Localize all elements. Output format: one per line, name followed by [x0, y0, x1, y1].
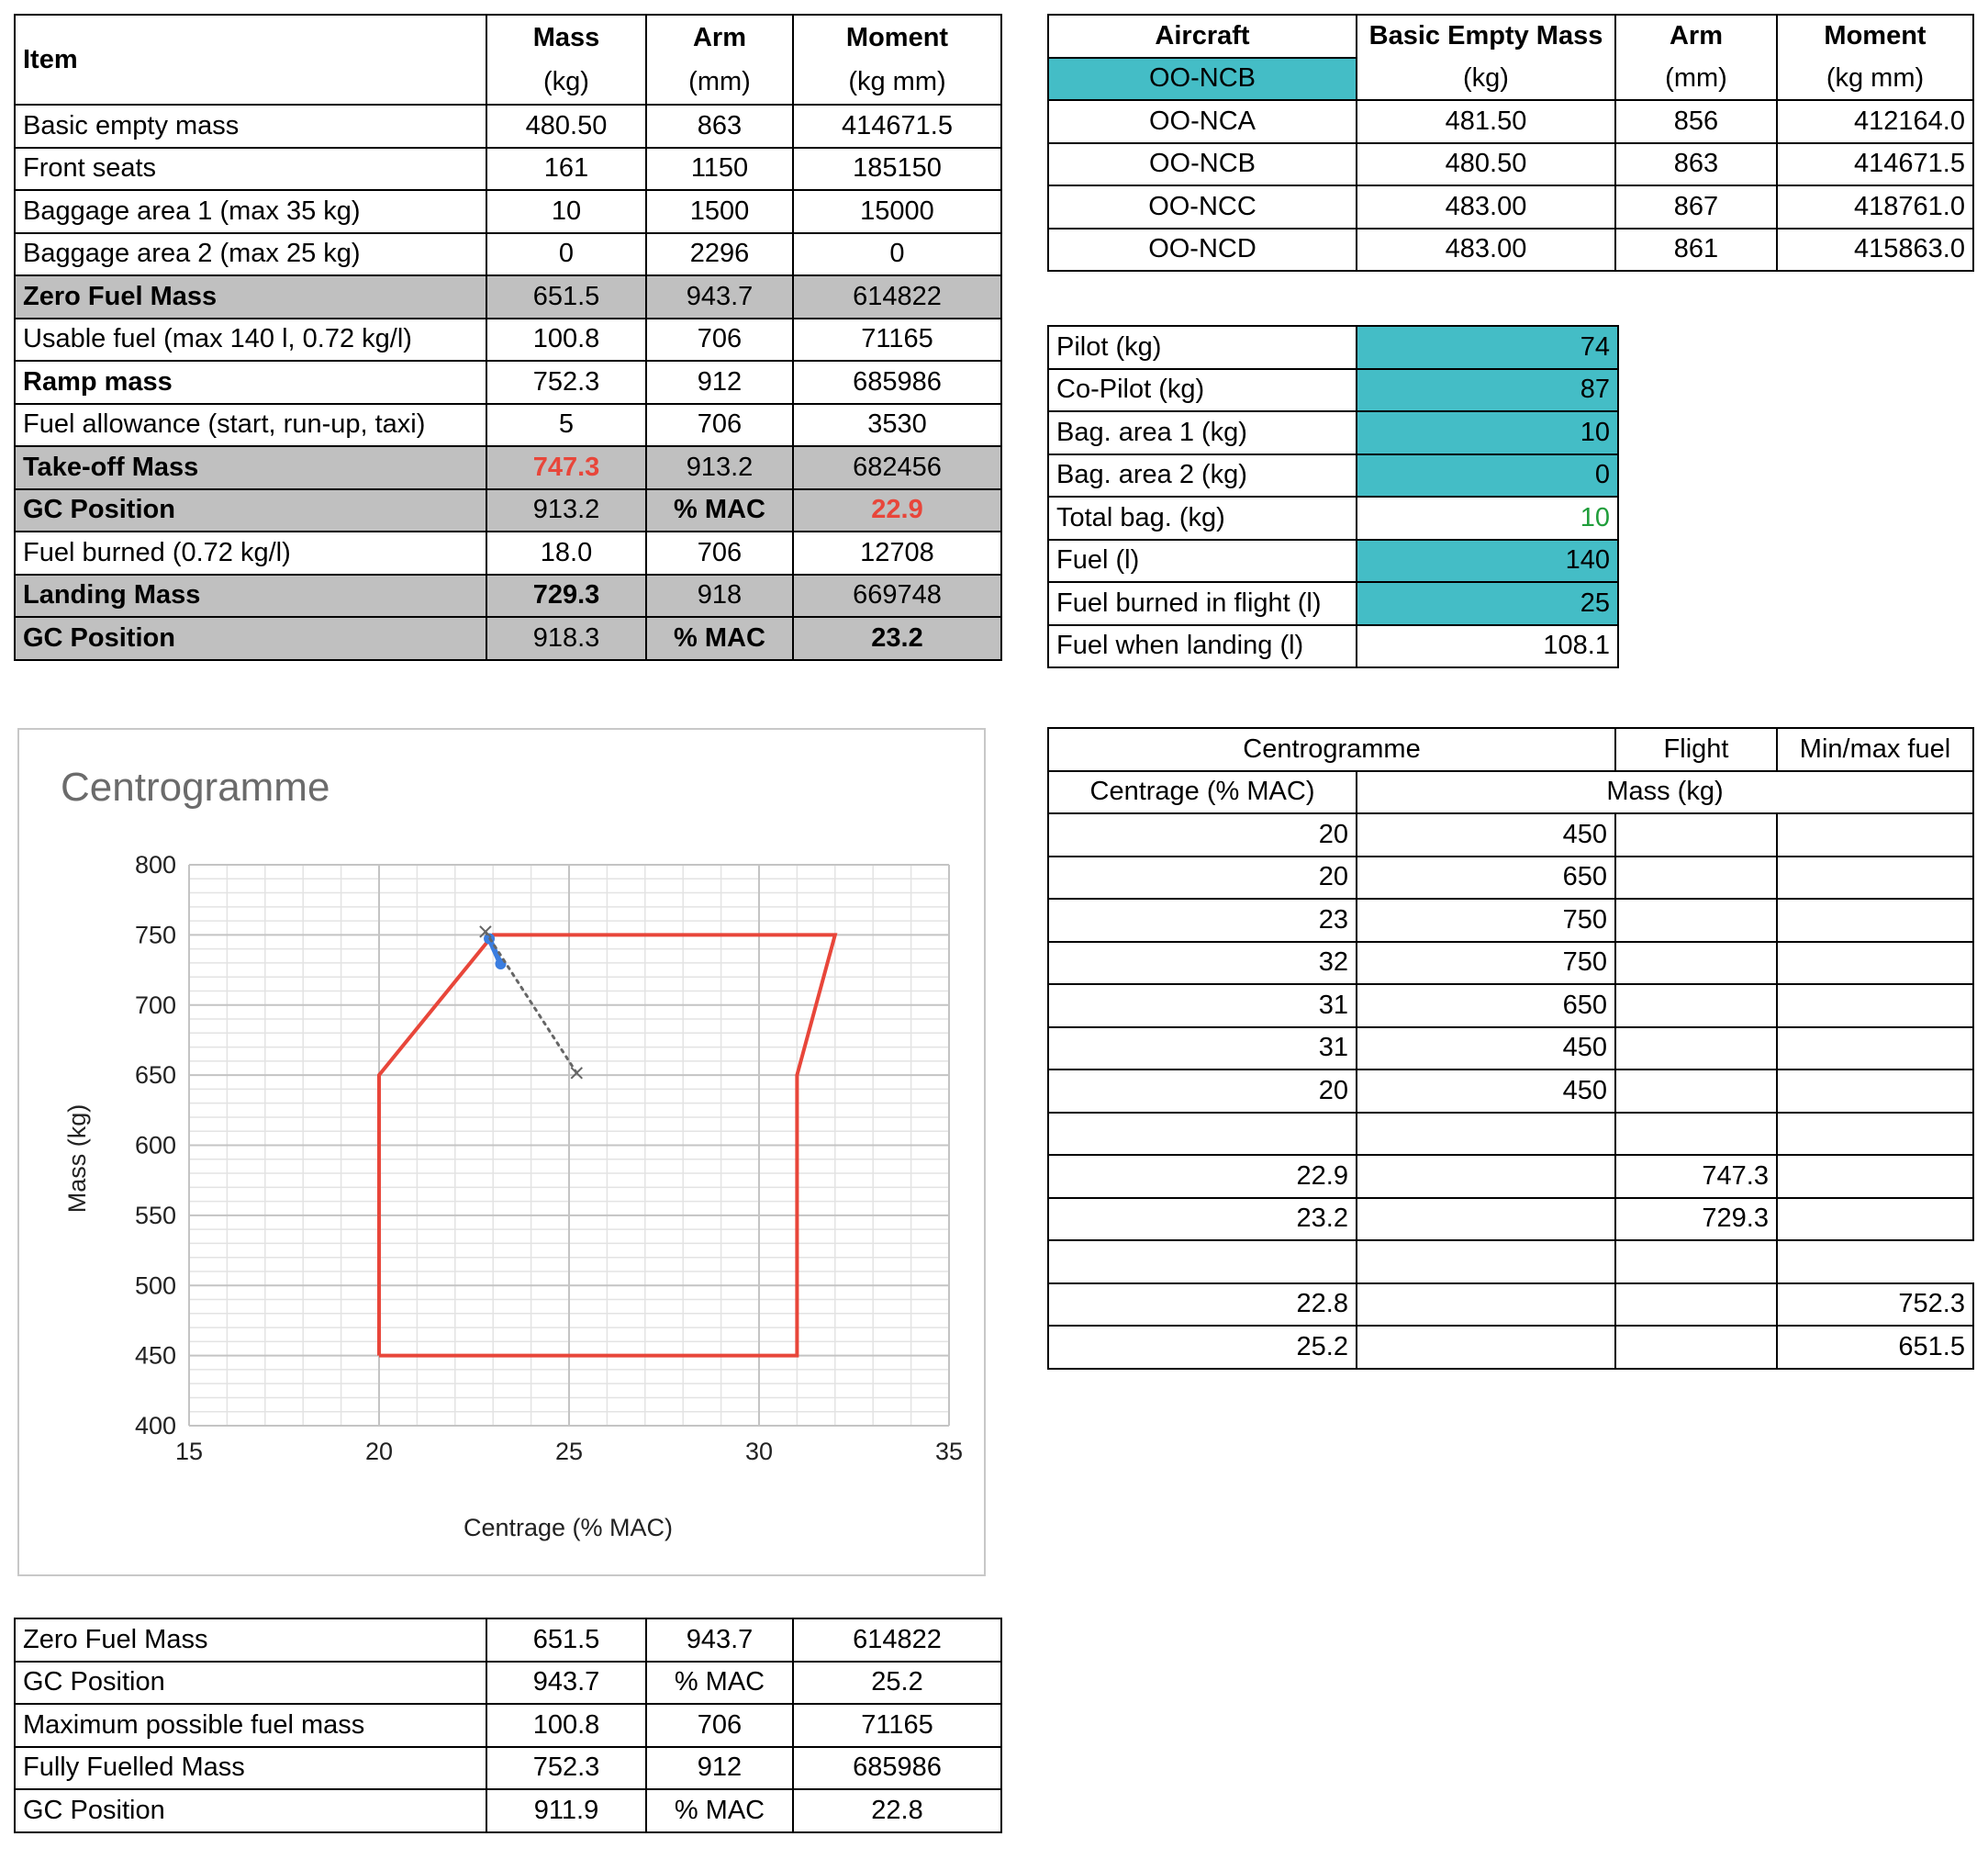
empty-cell	[1615, 1283, 1777, 1327]
cell-arm: 943.7	[646, 1618, 793, 1662]
cell-moment: 685986	[793, 1747, 1001, 1790]
cell-arm: 943.7	[646, 275, 793, 319]
total-bag-label: Total bag. (kg)	[1048, 497, 1357, 540]
envelope-row	[1048, 1069, 1973, 1113]
chart-canvas	[19, 730, 984, 1574]
x-tick-label: 35	[934, 1438, 964, 1465]
cell-moment: 614822	[793, 1618, 1001, 1662]
x-tick-label: 30	[744, 1438, 774, 1465]
cell-reg: OO-NCD	[1048, 229, 1357, 272]
cell-moment: 414671.5	[793, 105, 1001, 148]
cell-moment: 414671.5	[1777, 143, 1973, 186]
envelope-row	[1048, 984, 1973, 1027]
header-centrage: Centrage (% MAC)	[1048, 771, 1357, 814]
row-ramp-mass	[15, 361, 1001, 404]
summary-row	[15, 1704, 1001, 1747]
y-tick-label: 500	[134, 1271, 176, 1300]
centrogramme-table	[1047, 727, 1974, 1370]
y-tick-label: 450	[134, 1341, 176, 1370]
header-arm-unit: (mm)	[688, 67, 751, 96]
spacer-row	[1048, 1113, 1973, 1156]
cell-minmax-mass: 651.5	[1777, 1326, 1973, 1369]
envelope-row	[1048, 899, 1973, 942]
cell-mass: 918.3	[486, 617, 646, 660]
cell-mass: 10	[486, 190, 646, 233]
cell-arm: 2296	[646, 233, 793, 276]
cell-mass: 0	[486, 233, 646, 276]
cell-arm: 706	[646, 404, 793, 447]
cell-flight-mass: 747.3	[1615, 1155, 1777, 1198]
row-gc-position-landing	[15, 617, 1001, 660]
empty-cell	[1615, 857, 1777, 900]
cell-mass: 450	[1357, 1027, 1615, 1070]
fuel-burned-label: Fuel burned in flight (l)	[1048, 582, 1357, 625]
input-row-copilot	[1048, 369, 1618, 412]
empty-cell	[1048, 1240, 1357, 1283]
cell-item: Fuel allowance (start, run-up, taxi)	[15, 404, 486, 447]
cell-centrage: 23	[1048, 899, 1357, 942]
minmax-row	[1048, 1283, 1973, 1327]
cell-mass: 480.50	[486, 105, 646, 148]
row-fuel-allowance	[15, 404, 1001, 447]
envelope-row	[1048, 1027, 1973, 1070]
input-table	[1047, 325, 1619, 668]
empty-cell	[1777, 1155, 1973, 1198]
cell-item: Usable fuel (max 140 l, 0.72 kg/l)	[15, 319, 486, 362]
spacer-row	[1048, 1240, 1973, 1283]
empty-cell	[1357, 1113, 1615, 1156]
cell-moment: 614822	[793, 275, 1001, 319]
cell-arm: 1150	[646, 148, 793, 191]
input-row-bag1	[1048, 411, 1618, 454]
row-take-off-mass	[15, 446, 1001, 489]
cell-flight-mass: 729.3	[1615, 1198, 1777, 1241]
cell-mass: 650	[1357, 857, 1615, 900]
cell-item: Basic empty mass	[15, 105, 486, 148]
cell-arm: 863	[1615, 143, 1777, 186]
y-tick-label: 800	[134, 851, 176, 879]
cell-item: Baggage area 1 (max 35 kg)	[15, 190, 486, 233]
cell-item: GC Position	[15, 489, 486, 532]
cell-moment: 3530	[793, 404, 1001, 447]
cell-arm: 918	[646, 575, 793, 618]
copilot-label: Co-Pilot (kg)	[1048, 369, 1357, 412]
fuel-label: Fuel (l)	[1048, 540, 1357, 583]
cell-arm: 706	[646, 1704, 793, 1747]
header-bem-unit: (kg)	[1357, 58, 1615, 101]
cell-centrage: 22.8	[1048, 1283, 1357, 1327]
cell-item: GC Position	[15, 1789, 486, 1832]
header-item: Item	[15, 15, 486, 105]
cell-mass: 729.3	[486, 575, 646, 618]
summary-row	[15, 1747, 1001, 1790]
empty-cell	[1615, 813, 1777, 857]
header-moment	[793, 15, 1001, 105]
cell-centrage: 32	[1048, 942, 1357, 985]
empty-cell	[1777, 942, 1973, 985]
cell-arm: 912	[646, 361, 793, 404]
empty-cell	[1777, 1240, 1973, 1283]
cell-item: GC Position	[15, 1662, 486, 1705]
bag2-label: Bag. area 2 (kg)	[1048, 454, 1357, 498]
y-tick-label: 700	[134, 991, 176, 1019]
cell-mass-warning: 747.3	[486, 446, 646, 489]
cell-moment: 0	[793, 233, 1001, 276]
cell-item: Zero Fuel Mass	[15, 1618, 486, 1662]
cell-bem: 483.00	[1357, 185, 1615, 229]
series-minmax-point	[571, 1068, 582, 1079]
empty-cell	[1777, 899, 1973, 942]
cell-arm: % MAC	[646, 1789, 793, 1832]
cell-arm: 706	[646, 532, 793, 575]
empty-cell	[1615, 1240, 1777, 1283]
cell-item: Fuel burned (0.72 kg/l)	[15, 532, 486, 575]
summary-row	[15, 1662, 1001, 1705]
cell-arm: 863	[646, 105, 793, 148]
header-mass-label: Mass	[532, 23, 600, 52]
cell-moment: 71165	[793, 1704, 1001, 1747]
minmax-row	[1048, 1326, 1973, 1369]
input-row-bag2	[1048, 454, 1618, 498]
empty-cell	[1615, 942, 1777, 985]
cell-reg: OO-NCC	[1048, 185, 1357, 229]
empty-cell	[1357, 1240, 1615, 1283]
empty-cell	[1777, 1069, 1973, 1113]
cell-centrage: 22.9	[1048, 1155, 1357, 1198]
row-usable-fuel	[15, 319, 1001, 362]
cell-arm: 861	[1615, 229, 1777, 272]
header-moment-unit: (kg mm)	[1777, 58, 1973, 101]
cell-centrage: 23.2	[1048, 1198, 1357, 1241]
cell-mass: 100.8	[486, 319, 646, 362]
fuel-input[interactable]: 140	[1357, 540, 1618, 583]
aircraft-row	[1048, 143, 1973, 186]
chart-title: Centrogramme	[61, 765, 330, 810]
header-arm-unit: (mm)	[1615, 58, 1777, 101]
empty-cell	[1615, 1326, 1777, 1369]
header-aircraft: Aircraft	[1048, 15, 1357, 58]
cell-moment: 415863.0	[1777, 229, 1973, 272]
row-landing-mass	[15, 575, 1001, 618]
cell-mac-warning: 22.9	[793, 489, 1001, 532]
empty-cell	[1048, 1113, 1357, 1156]
y-tick-labels	[135, 851, 176, 1439]
row-gc-position-takeoff	[15, 489, 1001, 532]
cell-item: Ramp mass	[15, 361, 486, 404]
y-axis-label: Mass (kg)	[63, 1103, 91, 1214]
x-tick-labels	[175, 1438, 963, 1465]
cell-centrage: 25.2	[1048, 1326, 1357, 1369]
y-tick-label: 650	[134, 1061, 176, 1090]
cell-mass: 913.2	[486, 489, 646, 532]
bag2-input[interactable]: 0	[1357, 454, 1618, 498]
aircraft-row	[1048, 100, 1973, 143]
cell-arm: 867	[1615, 185, 1777, 229]
row-zero-fuel-mass	[15, 275, 1001, 319]
header-mass	[486, 15, 646, 105]
cell-arm: % MAC	[646, 489, 793, 532]
centro-header-row-1	[1048, 728, 1973, 771]
header-moment-unit: (kg mm)	[848, 67, 946, 96]
x-tick-label: 15	[174, 1438, 204, 1465]
row-front-seats	[15, 148, 1001, 191]
cell-item: Landing Mass	[15, 575, 486, 618]
cell-mass: 750	[1357, 899, 1615, 942]
cell-centrage: 20	[1048, 813, 1357, 857]
empty-cell	[1615, 1069, 1777, 1113]
summary-row	[15, 1789, 1001, 1832]
summary-table	[14, 1618, 1002, 1833]
total-bag-value: 10	[1357, 497, 1618, 540]
input-row-fuel	[1048, 540, 1618, 583]
cell-moment: 22.8	[793, 1789, 1001, 1832]
cell-minmax-mass: 752.3	[1777, 1283, 1973, 1327]
cell-moment: 15000	[793, 190, 1001, 233]
copilot-input[interactable]: 87	[1357, 369, 1618, 412]
cell-mass: 650	[1357, 984, 1615, 1027]
cell-mass: 651.5	[486, 275, 646, 319]
cell-moment: 12708	[793, 532, 1001, 575]
header-arm	[646, 15, 793, 105]
cell-moment: 682456	[793, 446, 1001, 489]
cell-bem: 481.50	[1357, 100, 1615, 143]
fuel-burned-input[interactable]: 25	[1357, 582, 1618, 625]
row-basic-empty-mass	[15, 105, 1001, 148]
cell-item: Maximum possible fuel mass	[15, 1704, 486, 1747]
cell-moment: 25.2	[793, 1662, 1001, 1705]
cell-mass: 5	[486, 404, 646, 447]
aircraft-row	[1048, 185, 1973, 229]
centro-header-row-2	[1048, 771, 1973, 814]
summary-row	[15, 1618, 1001, 1662]
cell-mass: 750	[1357, 942, 1615, 985]
envelope-row	[1048, 813, 1973, 857]
empty-cell	[1777, 813, 1973, 857]
aircraft-table	[1047, 14, 1974, 272]
header-mass-unit: (kg)	[543, 67, 589, 96]
cell-arm: % MAC	[646, 617, 793, 660]
cell-mass: 752.3	[486, 361, 646, 404]
cell-item: Fully Fuelled Mass	[15, 1747, 486, 1790]
header-arm-label: Arm	[692, 23, 746, 52]
cell-centrage: 31	[1048, 984, 1357, 1027]
input-row-pilot	[1048, 326, 1618, 369]
envelope-row	[1048, 942, 1973, 985]
cell-item: Take-off Mass	[15, 446, 486, 489]
header-arm: Arm	[1615, 15, 1777, 58]
aircraft-header-row-2	[1048, 58, 1973, 101]
row-baggage-2	[15, 233, 1001, 276]
empty-cell	[1615, 899, 1777, 942]
cell-arm: 1500	[646, 190, 793, 233]
cell-centrage: 20	[1048, 857, 1357, 900]
aircraft-row	[1048, 229, 1973, 272]
y-tick-label: 600	[134, 1131, 176, 1159]
cell-mass: 943.7	[486, 1662, 646, 1705]
cell-mass: 18.0	[486, 532, 646, 575]
cell-mass: 752.3	[486, 1747, 646, 1790]
y-tick-label: 400	[134, 1412, 176, 1439]
row-fuel-burned	[15, 532, 1001, 575]
input-row-fuel-landing	[1048, 625, 1618, 668]
cell-item: Front seats	[15, 148, 486, 191]
empty-cell	[1777, 857, 1973, 900]
header-moment: Moment	[1777, 15, 1973, 58]
empty-cell	[1357, 1198, 1615, 1241]
cell-bem: 480.50	[1357, 143, 1615, 186]
empty-cell	[1777, 1113, 1973, 1156]
aircraft-select[interactable]: OO-NCB	[1048, 58, 1357, 101]
empty-cell	[1357, 1155, 1615, 1198]
cell-mass: 450	[1357, 1069, 1615, 1113]
cell-moment: 71165	[793, 319, 1001, 362]
cell-mass: 651.5	[486, 1618, 646, 1662]
cell-mass: 161	[486, 148, 646, 191]
x-axis-label: Centrage (% MAC)	[463, 1514, 674, 1541]
header-moment-label: Moment	[845, 23, 949, 52]
cell-reg: OO-NCB	[1048, 143, 1357, 186]
cell-arm: 706	[646, 319, 793, 362]
input-row-fuel-burned	[1048, 582, 1618, 625]
pilot-label: Pilot (kg)	[1048, 326, 1357, 369]
cell-bem: 483.00	[1357, 229, 1615, 272]
cell-mass: 450	[1357, 813, 1615, 857]
fuel-landing-label: Fuel when landing (l)	[1048, 625, 1357, 668]
cell-item: Zero Fuel Mass	[15, 275, 486, 319]
x-tick-label: 25	[554, 1438, 584, 1465]
cell-arm: 856	[1615, 100, 1777, 143]
header-flight: Flight	[1615, 728, 1777, 771]
cell-reg: OO-NCA	[1048, 100, 1357, 143]
cell-centrage: 31	[1048, 1027, 1357, 1070]
empty-cell	[1615, 1027, 1777, 1070]
empty-cell	[1777, 1198, 1973, 1241]
mass-balance-table	[14, 14, 1002, 661]
flight-row	[1048, 1198, 1973, 1241]
cell-moment: 412164.0	[1777, 100, 1973, 143]
header-centrogramme: Centrogramme	[1048, 728, 1615, 771]
fuel-landing-value: 108.1	[1357, 625, 1618, 668]
empty-cell	[1357, 1326, 1615, 1369]
cell-mass: 100.8	[486, 1704, 646, 1747]
cell-item: Baggage area 2 (max 25 kg)	[15, 233, 486, 276]
cell-moment: 23.2	[793, 617, 1001, 660]
header-bem: Basic Empty Mass	[1357, 15, 1615, 58]
empty-cell	[1357, 1283, 1615, 1327]
row-baggage-1	[15, 190, 1001, 233]
empty-cell	[1777, 1027, 1973, 1070]
cell-arm: 912	[646, 1747, 793, 1790]
cell-moment: 685986	[793, 361, 1001, 404]
header-mass: Mass (kg)	[1357, 771, 1973, 814]
cell-mass: 911.9	[486, 1789, 646, 1832]
empty-cell	[1615, 1113, 1777, 1156]
header-row	[15, 15, 1001, 105]
y-tick-label: 550	[134, 1201, 176, 1229]
input-row-total-bag	[1048, 497, 1618, 540]
cell-moment: 185150	[793, 148, 1001, 191]
aircraft-header-row-1	[1048, 15, 1973, 58]
header-minmax: Min/max fuel	[1777, 728, 1973, 771]
cell-moment: 669748	[793, 575, 1001, 618]
pilot-input[interactable]: 74	[1357, 326, 1618, 369]
cell-centrage: 20	[1048, 1069, 1357, 1113]
bag1-input[interactable]: 10	[1357, 411, 1618, 454]
centrogramme-chart	[17, 728, 986, 1576]
y-tick-label: 750	[134, 921, 176, 949]
envelope-row	[1048, 857, 1973, 900]
cell-arm: % MAC	[646, 1662, 793, 1705]
cell-moment: 418761.0	[1777, 185, 1973, 229]
flight-row	[1048, 1155, 1973, 1198]
bag1-label: Bag. area 1 (kg)	[1048, 411, 1357, 454]
cell-item: GC Position	[15, 617, 486, 660]
cell-arm: 913.2	[646, 446, 793, 489]
empty-cell	[1777, 984, 1973, 1027]
x-tick-label: 20	[364, 1438, 394, 1465]
empty-cell	[1615, 984, 1777, 1027]
